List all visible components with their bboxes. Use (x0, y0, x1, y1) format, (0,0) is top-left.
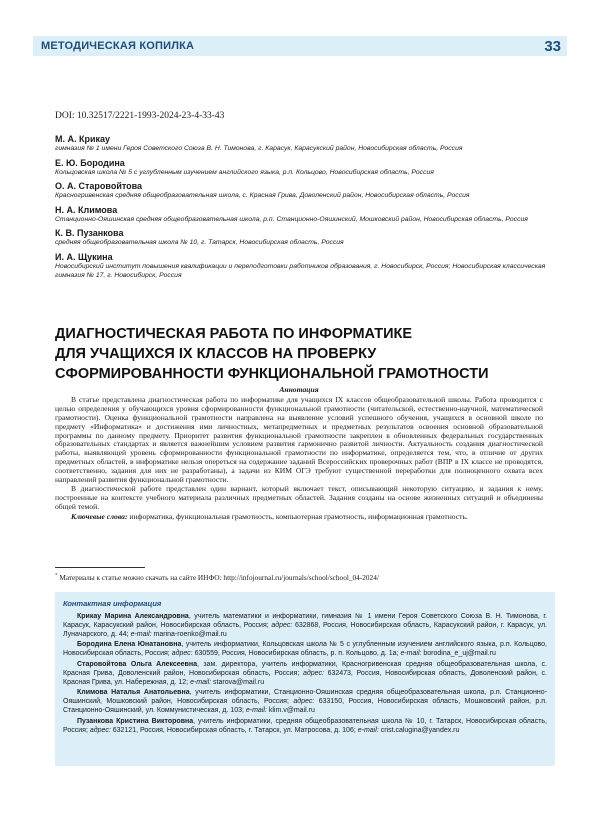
email-label: e-mail: (130, 630, 152, 638)
abstract (55, 386, 543, 522)
author-name: Е. Ю. Бородина (55, 157, 125, 168)
contact-address: 632473, Россия, Новосибирская область, Доволенский район, с. Красная Грива, ул. Набережная, д. 12; (63, 669, 548, 686)
contact-entry (63, 641, 547, 659)
address-label: адрес: (293, 698, 315, 706)
author-name: Н. А. Климова (55, 204, 118, 215)
contact-role: , учитель математики и информатики, гимназия № 1 имени Героя Советского Союза В. Н. Тимонова, г. Карасук, Карасукский район, Новосибирская область, Россия; (63, 613, 547, 629)
footnote-text: Материалы к статье можно скачать на сайте ИНФО: http://infojournal.ru/journals/school/school_04-2024/ (59, 573, 379, 582)
contact-email[interactable]: crist.calugina@yandex.ru (378, 726, 460, 734)
author-block (55, 158, 555, 178)
contact-email[interactable]: borodina_e_uj@mail.ru (421, 650, 496, 658)
author-block (55, 205, 555, 225)
address-label: адрес: (271, 621, 293, 629)
contact-address: 632868, Россия, Новосибирская область, Карасукский район, г. Карасук, ул. Луначарского, д. 44; (63, 621, 548, 638)
contact-name: Бородина Елена Юнатановна (77, 641, 182, 649)
address-label: адрес: (89, 726, 111, 734)
section-title: МЕТОДИЧЕСКАЯ КОПИЛКА (41, 40, 195, 52)
contact-heading: Контактная информация (63, 599, 162, 608)
contact-info-box (55, 592, 555, 766)
article-title (55, 324, 555, 384)
author-block (55, 134, 555, 154)
email-label: e-mail: (400, 650, 422, 658)
address-label: адрес: (171, 650, 193, 658)
author-affiliation: средняя общеобразовательная школа № 10, г. Татарск, Новосибирская область, Россия (55, 239, 344, 247)
keywords-label: Ключевые слова: (71, 511, 128, 521)
contact-entry (63, 689, 547, 715)
abstract-paragraph: В диагностической работе представлен один вариант, который включает текст, описывающий некоторую ситуацию, и задания к нему, построенные на контексте учебного материала различных предметных областей. Задания созданы на основе жизненных ситуаций и объединены общей темой. (55, 483, 543, 511)
contact-email[interactable]: klim.v@mail.ru (266, 706, 315, 714)
author-block (55, 252, 555, 280)
contact-entry (63, 718, 547, 736)
contact-name: Пузанкова Кристина Викторовна (77, 717, 194, 725)
author-affiliation: гимназия № 1 имени Героя Советского Союза В. Н. Тимонова, г. Карасук, Карасукский район, Новосибирская область, Россия (55, 145, 463, 152)
email-label: e-mail: (245, 706, 267, 714)
footnote-divider (55, 567, 145, 568)
author-name: М. А. Крикау (55, 134, 111, 144)
contact-name: Крикау Марина Александровна (77, 613, 189, 620)
email-label: e-mail: (357, 726, 379, 734)
contact-address: 633150, Россия, Новосибирская область, Мошковский район, р.п. Станционно-Ояшинский, ул. Коммунистическая, д. 103; (63, 698, 547, 714)
contact-role: , учитель информатики, Кольцовская школа № 5 с углубленным изучением английского языка, р.п. Кольцово, Новосибирская область, Россия; (63, 641, 547, 658)
address-label: адрес: (302, 669, 324, 677)
title-line: СФОРМИРОВАННОСТИ ФУНКЦИОНАЛЬНОЙ ГРАМОТНОСТИ (55, 366, 489, 382)
contact-entry (63, 613, 547, 639)
contact-address: 630559, Россия, Новосибирская область, р. п. Кольцово, д. 1а; (192, 650, 401, 658)
contact-email[interactable]: starova@mail.ru (211, 678, 265, 686)
abstract-heading: Аннотация (279, 385, 319, 394)
title-line: ДИАГНОСТИЧЕСКАЯ РАБОТА ПО ИНФОРМАТИКЕ (55, 326, 413, 342)
footnote (55, 573, 379, 582)
doi: DOI: 10.32517/2221-1993-2024-23-4-33-43 (55, 111, 225, 121)
abstract-paragraph: В статье представлена диагностическая работа по информатике для учащихся IX классов общеобразовательной школы. Работа проводится с целью определения у обучающихся уровня сформированности функциональной грамотности (читательской, естественно-научной, математической грамотности). Оценка функциональной грамотности направлена на выявление условий успешного обучения, учащихся в основной школе по предмету «Информатика» и достижения ими личностных, метапредметных и предметных результатов освоения основной образовательной программы по данному предмету. Приоритет развития функциональной грамотности закреплен в обновленных федеральных государственных образовательных стандартах и является важнейшим условием развития гармонично развитой личности. Актуальность создания диагностической работы, выявляющей уровень сформированности функциональной грамотности по информатике, определяется тем, что, в отличие от других предметных областей, в информатике нельзя опереться на содержание заданий Всероссийских проверочных работ (ВПР в IX классе не проводятся, соответственно, задания для них не разработаны), а задачи из КИМ ОГЭ требуют существенной переработки для полноценного охвата всех направлений развития функциональной грамотности. (55, 394, 543, 485)
page-number: 33 (544, 37, 561, 55)
author-name: И. А. Щукина (55, 251, 113, 262)
contact-name: Климова Наталья Анатольевна (77, 689, 190, 697)
contact-entry (63, 661, 547, 687)
author-block (55, 181, 555, 201)
contact-role: , учитель информатики, Станционно-Ояшинская средняя общеобразовательная школа, р.п. Станционно-Ояшинский, Мошковский район, Новосибирская область, Россия; (63, 689, 547, 706)
running-header (33, 36, 567, 56)
contact-email[interactable]: marina-roenko@mail.ru (151, 630, 227, 638)
footnote-mark: * (55, 573, 58, 579)
author-affiliation: Красногривенская средняя общеобразовательная школа, с. Красная Грива, Доволенский район, Новосибирская область, Россия (55, 192, 470, 200)
author-name: О. А. Старовойтова (55, 181, 143, 192)
contact-role: , зам. директора, учитель информатики, Красногривенская средняя общеобразовательная школа, с. Красная Грива, Доволенский район, Новосибирская область, Россия; (63, 660, 547, 677)
author-block (55, 228, 555, 248)
keywords-text: информатика, функциональная грамотность, компьютерная грамотность, информационная грамотность. (129, 511, 468, 521)
contact-entries (63, 613, 547, 737)
author-affiliation: Новосибирский институт повышения квалификации и переподготовки работников образования, г. Новосибирск, Россия; Новосибирская классическая гимназия № 17, г. Новосибирск, Россия (55, 262, 546, 279)
author-affiliation: Станционно-Ояшинская средняя общеобразовательная школа, р.п. Станционно-Ояшинский, Мошковский район, Новосибирская область, Россия (55, 215, 528, 223)
contact-address: 632121, Россия, Новосибирская область, г. Татарск, ул. Матросова, д. 106; (110, 726, 358, 734)
author-affiliation: Кольцовская школа № 5 с углубленным изучением английского языка, р.п. Кольцово, Новосибирская область, Россия (55, 168, 434, 176)
keywords (55, 513, 543, 522)
author-name: К. В. Пузанкова (55, 228, 124, 239)
contact-role: , учитель информатики, средняя общеобразовательная школа № 10, г. Татарск, Новосибирская область, Россия; (63, 717, 547, 734)
email-label: e-mail: (190, 678, 212, 686)
contact-name: Старовойтова Ольга Алексеевна (77, 660, 197, 668)
title-line: ДЛЯ УЧАЩИХСЯ IX КЛАССОВ НА ПРОВЕРКУ (55, 346, 377, 362)
author-list (55, 134, 555, 284)
